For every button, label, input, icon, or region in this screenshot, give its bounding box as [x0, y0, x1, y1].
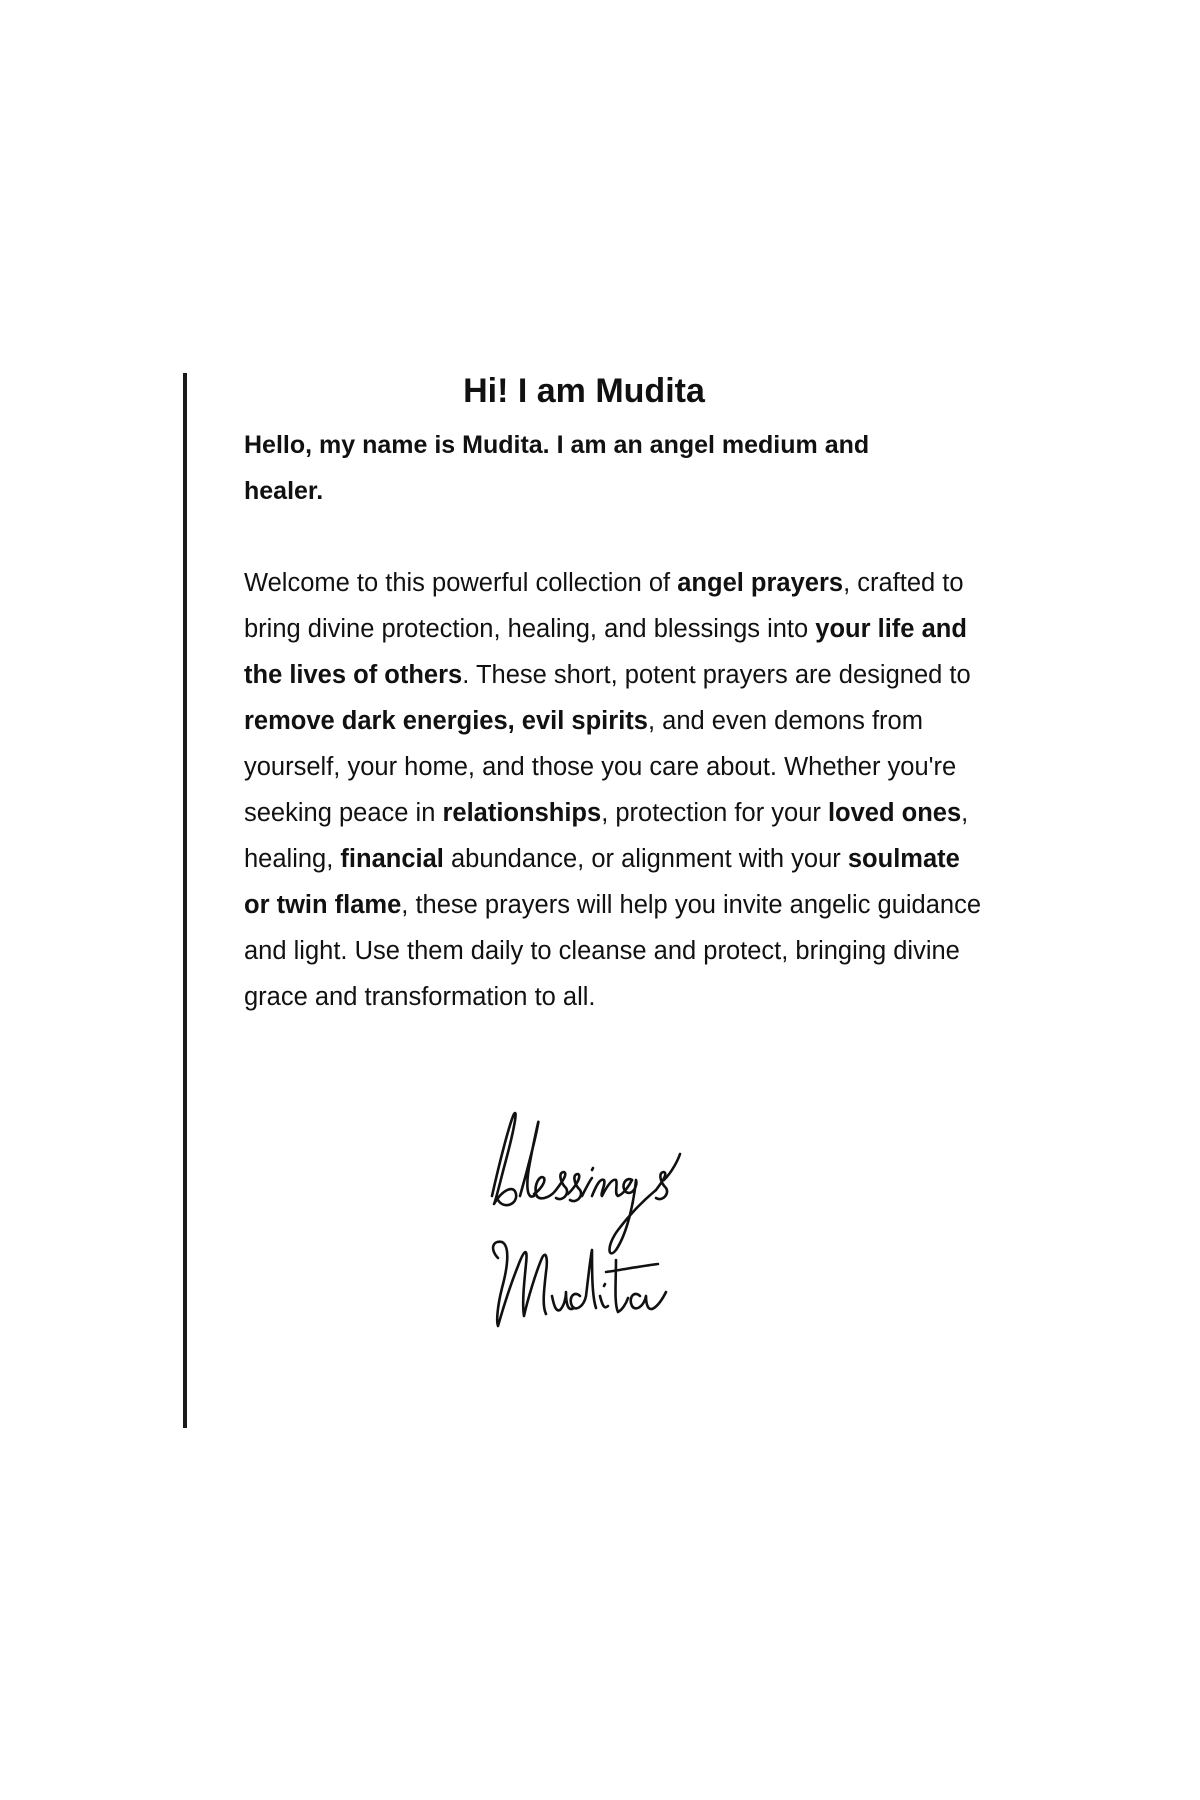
- emphasis-angel-prayers: angel prayers: [677, 569, 844, 597]
- emphasis-your-life: your life and the lives of others: [244, 615, 967, 689]
- letter-content: [244, 366, 984, 1020]
- welcome-paragraph: [244, 560, 984, 1020]
- handwritten-signature: [480, 1100, 700, 1340]
- vertical-accent-rule: [183, 373, 187, 1428]
- emphasis-soulmate: soulmate or twin flame: [244, 845, 960, 919]
- welcome-text: , and even demons from yourself, your home, and those you care about. Whether you're seeking peace in: [244, 707, 957, 827]
- welcome-text: abundance, or alignment with your: [443, 845, 848, 873]
- emphasis-relationships: relationships: [442, 799, 602, 827]
- welcome-text: Welcome to this powerful collection of: [244, 569, 678, 597]
- page-title: Hi! I am Mudita: [463, 372, 705, 410]
- signature-drawing: [480, 1100, 700, 1340]
- signature-blessings-script: [492, 1113, 680, 1253]
- emphasis-loved-ones: loved ones: [827, 799, 962, 827]
- emphasis-remove-dark-energies: remove dark energies, evil spirits: [244, 707, 648, 735]
- welcome-text: , these prayers will help you invite angelic guidance and light. Use them daily to cleanse and protect, bringing divine grace and transformation to all.: [244, 891, 982, 1011]
- welcome-text: , protection for your: [601, 799, 828, 827]
- welcome-text: . These short, potent prayers are designed to: [462, 661, 971, 689]
- welcome-text: , crafted to bring divine protection, healing, and blessings into: [244, 569, 964, 643]
- emphasis-financial: financial: [340, 845, 444, 873]
- signature-mudita-script: [493, 1242, 666, 1326]
- welcome-text: , healing,: [244, 799, 969, 873]
- intro-paragraph: Hello, my name is Mudita. I am an angel medium and healer.: [244, 431, 870, 505]
